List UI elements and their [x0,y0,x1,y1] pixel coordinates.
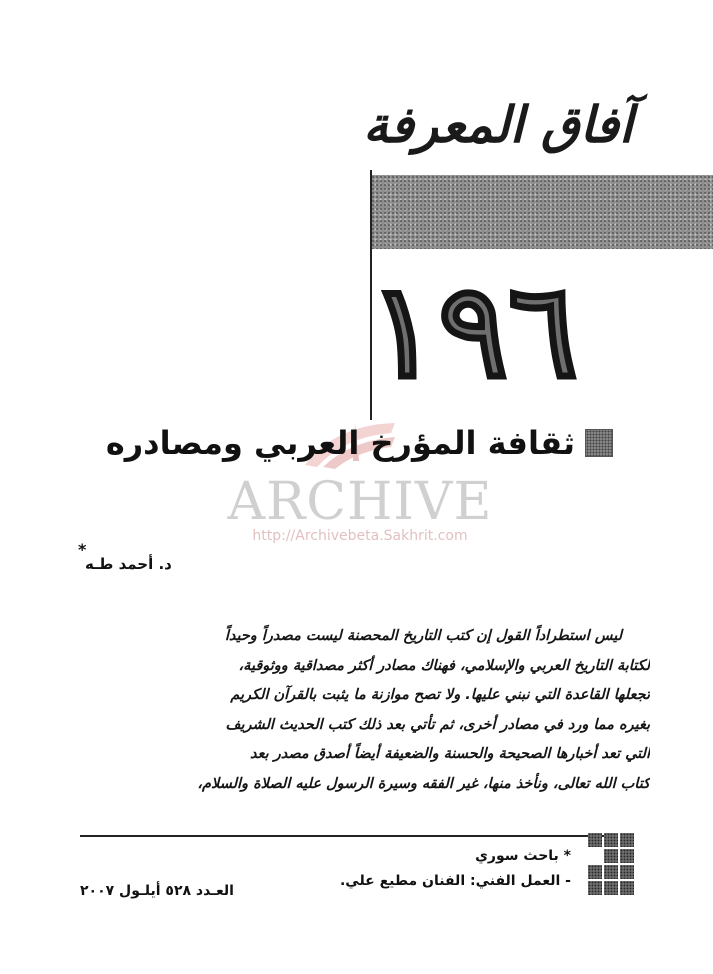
footnote-author: * باحث سوري [475,848,571,864]
footnote-artwork: - العمل الفني: الفنان مطيع علي. [339,873,571,889]
body-line: ليس استطراداً القول إن كتب التاريخ المحصنة ليست مصدراً وحيداً [224,628,622,644]
grid-block [588,833,602,847]
watermark-url: http://Archivebeta.Sakhrit.com [252,528,468,544]
grid-block [620,865,634,879]
grid-block [620,881,634,895]
body-line: تجعلها القاعدة التي نبني عليها. ولا تصح موازنة ما يثبت بالقرآن الكريم [230,687,650,703]
body-line: لكتابة التاريخ العربي والإسلامي، فهناك مصادر أكثر مصداقية ووثوقية، [238,657,650,674]
author-marker: * [78,540,87,559]
footnote-divider [80,835,608,837]
article-author: د. أحمد طـه [85,555,172,573]
article-body [70,622,650,799]
issue-info: العـدد ٥٢٨ أيلـول ٢٠٠٧ [80,883,234,899]
grid-block [604,833,618,847]
grid-block [588,881,602,895]
body-line: كتاب الله تعالى، ونأخذ منها، غير الفقه وسيرة الرسول عليه الصلاة والسلام، [197,775,650,792]
grid-block [604,881,618,895]
article-headline: ثقافة المؤرخ العربي ومصادره [105,424,575,462]
body-line: بغيره مما ورد في مصادر أخرى، ثم تأتي بعد ذلك كتب الحديث الشريف [225,716,650,733]
footer-grid-decoration [588,833,634,907]
grid-block [604,865,618,879]
header-gray-band [371,175,713,249]
grid-block [620,849,634,863]
grid-block [620,833,634,847]
grid-block [604,849,618,863]
body-line: التي تعد أخبارها الصحيحة والحسنة والضعيفة أيضاً أصدق مصدر بعد [250,746,650,762]
issue-number: ١٩٦ [368,254,578,407]
watermark-text: ARCHIVE [227,472,493,532]
series-title: آفاق المعرفة [363,95,633,154]
headline-row [106,418,613,468]
grid-block [588,865,602,879]
headline-bullet-icon [585,429,613,457]
